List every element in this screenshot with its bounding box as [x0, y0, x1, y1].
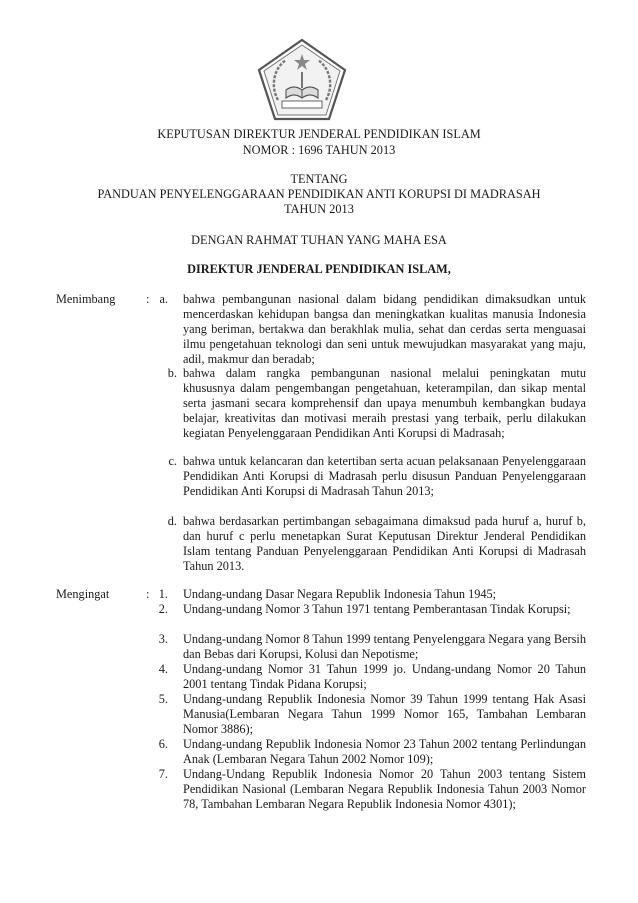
mengingat-mark-4: 4.	[158, 662, 168, 676]
mengingat-colon: :	[146, 587, 150, 601]
mengingat-mark-3: 3.	[158, 632, 168, 646]
menimbang-item-c: bahwa untuk kelancaran dan ketertiban serta acuan pelaksanaan Penyelenggaraan Pendidikan Anti Korupsi di Madrasah perlu disusun Panduan Penyelenggaraan Pendidikan Anti Korupsi di Madrasah Tahun 2013;	[183, 454, 586, 498]
ministry-emblem-logo	[256, 38, 348, 122]
mengingat-mark-2: 2.	[158, 602, 168, 616]
signer-title: DIREKTUR JENDERAL PENDIDIKAN ISLAM,	[187, 262, 451, 276]
mengingat-mark-7: 7.	[158, 767, 168, 781]
decree-title: KEPUTUSAN DIREKTUR JENDERAL PENDIDIKAN ISLAM	[157, 127, 481, 141]
mengingat-item-4: Undang-undang Nomor 31 Tahun 1999 jo. Undang-undang Nomor 20 Tahun 2001 tentang Tindak Pidana Korupsi;	[183, 662, 586, 691]
menimbang-mark-b: b.	[167, 366, 177, 380]
decree-year: TAHUN 2013	[284, 202, 354, 216]
mengingat-mark-5: 5.	[158, 692, 168, 706]
menimbang-mark-a: a.	[159, 292, 168, 306]
mengingat-item-6: Undang-undang Republik Indonesia Nomor 23 Tahun 2002 tentang Perlindungan Anak (Lembaran Negara Tahun 2002 Nomor 109);	[183, 737, 586, 766]
mengingat-item-3: Undang-undang Nomor 8 Tahun 1999 tentang Penyelenggara Negara yang Bersih dan Bebas dari Korupsi, Kolusi dan Nepotisme;	[183, 632, 586, 661]
mengingat-mark-6: 6.	[158, 737, 168, 751]
menimbang-mark-c: c.	[168, 454, 177, 468]
decree-number: NOMOR : 1696 TAHUN 2013	[242, 143, 396, 157]
tentang-heading: TENTANG	[290, 172, 348, 186]
mengingat-item-5: Undang-undang Republik Indonesia Nomor 39 Tahun 1999 tentang Hak Asasi Manusia(Lembaran Negara Tahun 1999 Nomor 165, Tambahan Lembaran Nomor 3886);	[183, 692, 586, 736]
menimbang-colon: :	[146, 292, 150, 306]
mengingat-item-1: Undang-undang Dasar Negara Republik Indonesia Tahun 1945;	[183, 587, 497, 601]
mengingat-item-2: Undang-undang Nomor 3 Tahun 1971 tentang Pemberantasan Tindak Korupsi;	[183, 602, 571, 616]
menimbang-item-b: bahwa dalam rangka pembangunan nasional melalui peningkatan mutu khususnya dalam pengembangan pengetahuan, keterampilan, dan sikap mental serta jasmani secara komprehensif dan upaya menumbuh kembangkan budaya belajar, kreativitas dan motivasi meraih prestasi yang terbaik, perlu dilakukan kegiatan Penyelenggaraan Pendidikan Anti Korupsi di Madrasah;	[183, 366, 586, 440]
mengingat-label: Mengingat	[56, 587, 110, 601]
menimbang-label: Menimbang	[56, 292, 116, 306]
menimbang-item-a: bahwa pembangunan nasional dalam bidang pendidikan dimaksudkan untuk mencerdaskan kehidupan bangsa dan meningkatkan kualitas manusia Indonesia yang beriman, bertakwa dan berakhlak mulia, sehat dan cerdas serta menguasai ilmu pengetahuan teknologi dan seni untuk mewujudkan masyarakat yang maju, adil, makmur dan beradab;	[183, 292, 586, 366]
decree-subject: PANDUAN PENYELENGGARAAN PENDIDIKAN ANTI KORUPSI DI MADRASAH	[97, 187, 541, 201]
menimbang-mark-d: d.	[167, 514, 177, 528]
menimbang-item-d: bahwa berdasarkan pertimbangan sebagaimana dimaksud pada huruf a, huruf b, dan huruf c perlu menetapkan Surat Keputusan Direktur Jenderal Pendidikan Islam tentang Panduan Penyelenggaraan Pendidikan Anti Korupsi di Madrasah Tahun 2013.	[183, 514, 586, 573]
mengingat-item-7: Undang-Undang Republik Indonesia Nomor 20 Tahun 2003 tentang Sistem Pendidikan Nasional (Lembaran Negara Republik Indonesia Tahun 2003 Nomor 78, Tambahan Lembaran Negara Republik Indonesia Nomor 4301);	[183, 767, 586, 811]
blessing-line: DENGAN RAHMAT TUHAN YANG MAHA ESA	[191, 233, 447, 247]
mengingat-mark-1: 1.	[158, 587, 168, 601]
